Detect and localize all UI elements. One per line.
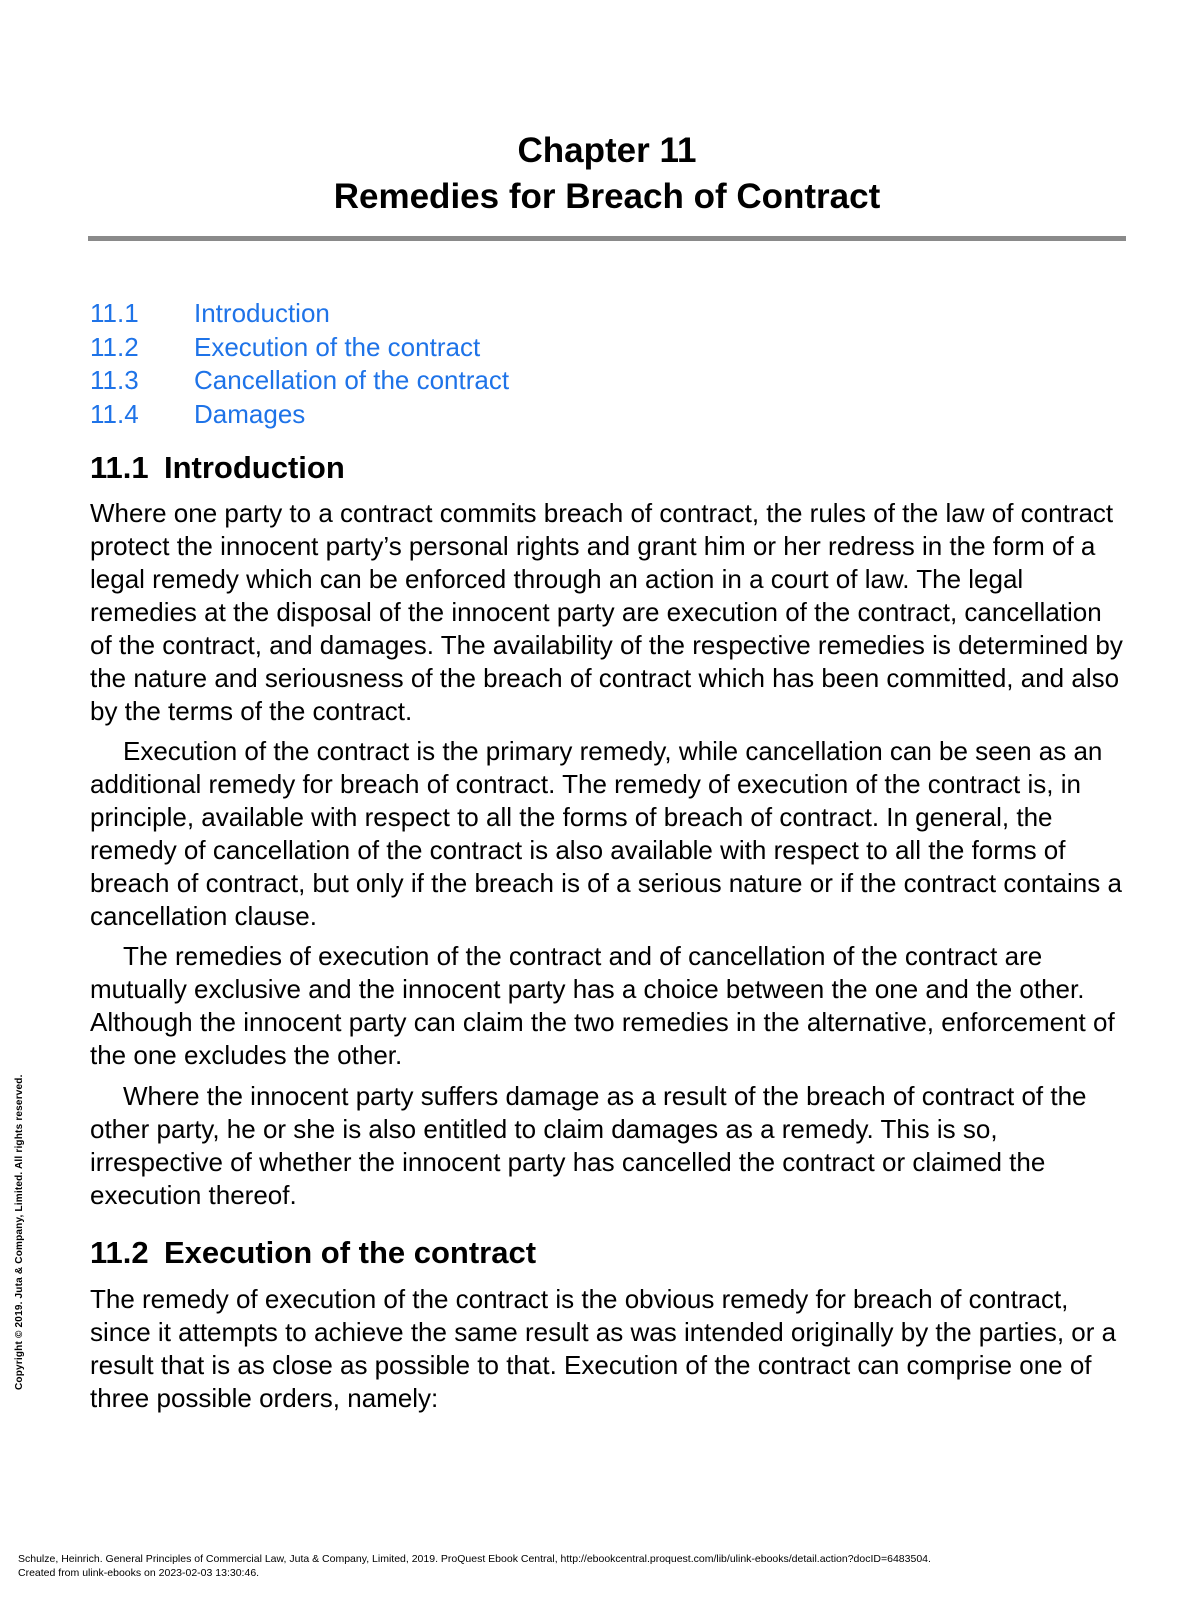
paragraph: Where one party to a contract commits breach of contract, the rules of the law of contract protect the innocent party’s personal rights and grant him or her redress in the form of a legal remedy which can be enforced through an action in a court of law. The legal remedies at the disposal of the innocent party are execution of the contract, cancellation of the contract, and damages. The availability of the respective remedies is determined by the nature and seriousness of the breach of contract which has been committed, and also by the terms of the contract. xyxy=(90,498,1123,726)
section-number: 11.2 xyxy=(90,1235,149,1270)
paragraph: The remedies of execution of the contract and of cancellation of the contract are mutually exclusive and the innocent party has a choice between the one and the other. Although the innocent party can claim the two remedies in the alternative, enforcement of the one excludes the other. xyxy=(90,941,1115,1070)
copyright-notice: Copyright © 2019. Juta & Company, Limited. All rights reserved. xyxy=(14,1074,25,1390)
toc-item-label[interactable]: Damages xyxy=(194,398,306,429)
paragraph: Execution of the contract is the primary remedy, while cancellation can be seen as an additional remedy for breach of contract. The remedy of execution of the contract is, in principle, available with respect to all the forms of breach of contract. In general, the remedy of cancellation of the contract is also available with respect to all the forms of breach of contract, but only if the breach is of a serious nature or if the contract contains a cancellation clause. xyxy=(90,736,1122,931)
created-line: Created from ulink-ebooks on 2023-02-03 13:30:46. xyxy=(18,1567,260,1579)
section-heading-introduction xyxy=(90,448,345,488)
paragraph: The remedy of execution of the contract is the obvious remedy for breach of contract, since it attempts to achieve the same result as was intended originally by the parties, or a result that is as close as possible to that. Execution of the contract can comprise one of three possible orders, namely: xyxy=(90,1284,1117,1413)
toc-item-damages[interactable] xyxy=(90,398,509,432)
toc-item-number: 11.2 xyxy=(90,331,139,362)
toc-item-introduction[interactable] xyxy=(90,297,509,331)
table-of-contents xyxy=(90,297,509,431)
toc-item-label[interactable]: Cancellation of the contract xyxy=(194,365,510,395)
section-title: Execution of the contract xyxy=(164,1235,537,1270)
chapter-heading xyxy=(88,128,1126,220)
section-number: 11.1 xyxy=(90,450,149,485)
page-footer xyxy=(18,1552,931,1580)
section-heading-execution xyxy=(90,1233,536,1273)
toc-item-cancellation[interactable] xyxy=(90,364,509,398)
toc-item-number: 11.4 xyxy=(90,398,139,429)
toc-item-execution[interactable] xyxy=(90,331,509,365)
section-title: Introduction xyxy=(164,450,345,485)
citation-line: Schulze, Heinrich. General Principles of Commercial Law, Juta & Company, Limited, 2019. ProQuest Ebook Central, http://ebookcentral.proquest.com/lib/ulink-ebooks/detail.action?docID=6483504. xyxy=(18,1553,931,1565)
paragraph: Where the innocent party suffers damage as a result of the breach of contract of the other party, he or she is also entitled to claim damages as a remedy. This is so, irrespective of whether the innocent party has cancelled the contract or claimed the execution thereof. xyxy=(90,1081,1087,1210)
toc-item-number: 11.3 xyxy=(90,365,139,395)
toc-item-label[interactable]: Introduction xyxy=(194,298,330,328)
chapter-number: Chapter 11 xyxy=(517,131,697,170)
chapter-title: Remedies for Breach of Contract xyxy=(333,177,881,216)
toc-item-label[interactable]: Execution of the contract xyxy=(194,331,481,362)
toc-item-number: 11.1 xyxy=(90,298,139,328)
heading-divider xyxy=(88,236,1126,241)
